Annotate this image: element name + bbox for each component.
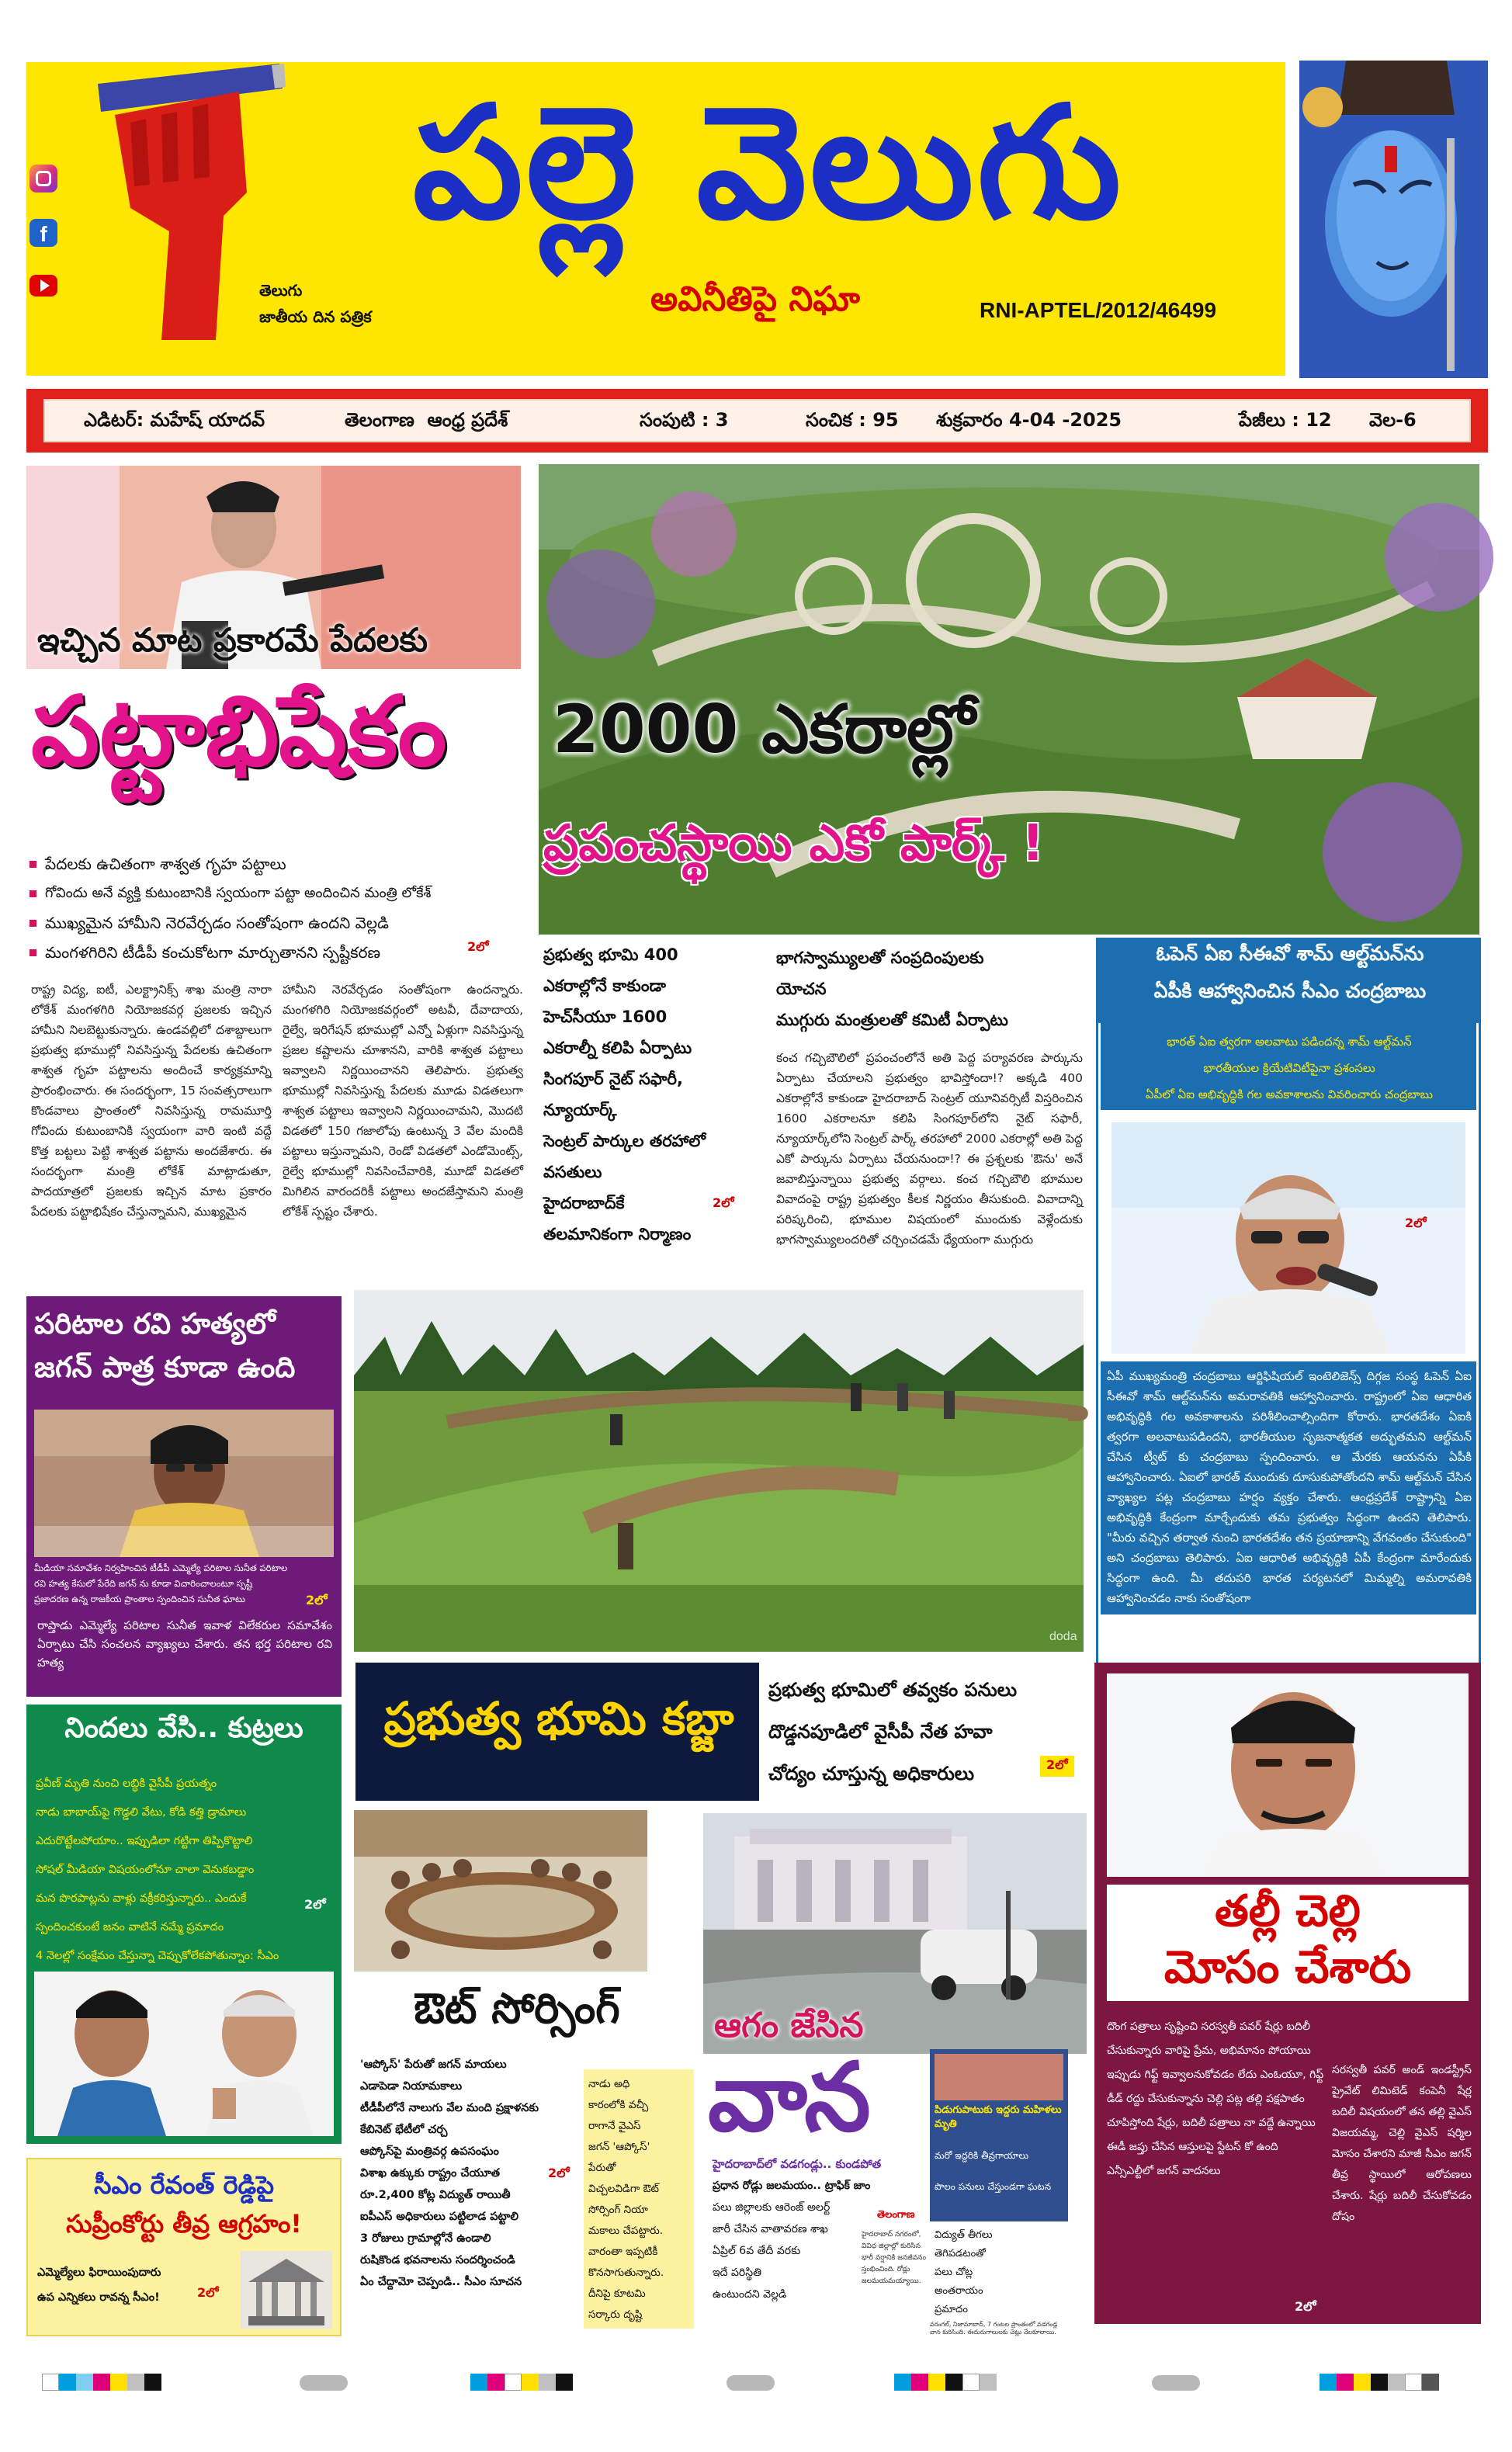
print-mark-pill [300,2375,348,2391]
nindalu-line: స్పందించకుంటే జనం వాటినే నమ్మే ప్రమాదం [36,1921,224,1934]
rain-line: ఏప్రిల్ 6వ తేదీ వరకు [713,2245,801,2257]
altman-sub: భారతీయుల క్రియేటివిటీపైనా ప్రశంసలు [1203,1061,1375,1075]
color-swatch [1337,2374,1354,2391]
outsourcing-col-b [588,2074,691,2325]
nindalu-line: సోషల్ మీడియా విషయంలోనూ చాలా వెనుకబడ్డాం [36,1864,255,1876]
pages-label: పేజీలు : 12 [1239,409,1332,431]
land-grab-page-ref: 2లో [1040,1756,1074,1777]
color-swatch [980,2374,997,2391]
paritala-caption-line: మీడియా సమావేశం నిర్వహించిన టీడీపీ ఎమ్మెల్యే పరిటాల సునీత పరిటాల [34,1562,288,1573]
outsourcing-side-line: విచ్చలవిడిగా ఔట్ [588,2183,659,2195]
color-swatch [962,2374,980,2391]
color-swatch [1371,2374,1388,2391]
outsourcing-side-line: రాగానే వైఎస్ [588,2120,641,2132]
lokesh-page-ref: 2లో [467,939,489,954]
land-grab-photo [354,1290,1084,1652]
nindalu-line: నాడు బాబాయ్‌పై గొడ్డలి వేటు, కోడి కత్తి డ్రామాలు [36,1806,247,1819]
rain-side-line: ప్రమాదం [935,2304,968,2315]
outsourcing-side-line: కారంలోకి వచ్చీ [588,2099,649,2111]
color-swatch [470,2374,487,2391]
nindalu-line: 4 నెలల్లో సంక్షేమం చేస్తున్నా చెప్పుకోలేకపోతున్నాం: సీఎం [36,1950,279,1962]
nindalu-line: మన పొరపాట్లను వాళ్లు వక్రీకరిస్తున్నారు.. ఎందుకే [36,1892,247,1905]
color-swatch [1354,2374,1371,2391]
color-swatch [42,2374,59,2391]
color-swatch [93,2374,110,2391]
fist-pen-logo [84,61,286,340]
rain-small-col1: హైదరాబాద్ నగరంలో, వివిధ జిల్లాల్లో కురిసిన భారీ వర్షానికి జనజీవనం స్తంభించింది. రోడ్లు జలమయమయ్యాయి. [862,2231,927,2285]
outsourcing-line: 'ఆప్కోస్' పేరుతో జగన్ మాయలు [360,2058,507,2071]
lokesh-bullet: ముఖ్యమైన హామీని నెరవేర్చడం సంతోషంగా ఉందని వెల్లడి [28,911,525,941]
color-swatch [127,2374,144,2391]
altman-page-ref: 2లో [1405,1216,1427,1230]
outsourcing-line: ఏం చేద్దామో చెప్పండి.. సీఎం సూచన [360,2276,522,2288]
outsourcing-side-line: పేరుతో [588,2162,616,2174]
eco-park-line: హైదరాబాద్‌కే [543,1194,625,1212]
altman-sub: ఏపీలో ఏఐ అభివృద్ధికి గల అవకాశాలను వివరించారు చంద్రబాబు [1145,1087,1434,1101]
masthead [26,61,1488,380]
lokesh-body-col1: రాష్ట్ర విద్య, ఐటీ, ఎలక్ట్రానిక్స్ శాఖ మంత్రి నారా లోకేశ్ మంగళగిరి నియోజకవర్గ ప్రజలకు ఇచ్చిన హామీని నిలబెట్టుకున్నారు. ఉండవల్లిలో దశాబ్దాలుగా ప్రభుత్వ భూముల్లో నివసిస్తున్న పేదలకు ఉచితంగా శాశ్వత గృహ పట్టాలను అందించే కార్యక్రమాన్ని ప్రారంభించారు. ఈ సందర్భంగా, 15 సంవత్సరాలుగా కొండవాలు ప్రాంతంలో నివసిస్తున్న రామమూర్తి గోవిందు కుటుంబానికి స్వయంగా వారి ఇంటి వద్దే కొత్త బట్టలు పెట్టి శాశ్వత పట్టాను అందజేశారు. ఈ సందర్భంగా మంత్రి లోకేశ్ మాట్లాడుతూ, పాదయాత్రలో ప్రజలకు ఇచ్చిన మాట ప్రకారం పేదలకు పట్టాభిషేకం చేస్తున్నామని, ముఖ్యమైన [31,983,272,1219]
issue-label: సంచిక : 95 [806,409,899,431]
color-swatch [1405,2374,1422,2391]
eco-park-summary [543,939,737,1250]
paritala-headline-line1: పరిటాల రవి హత్యలో [34,1307,276,1340]
eco-park-kicker-line: భాగస్వామ్యులతో సంప్రదింపులకు [776,949,984,967]
eco-park-body: కంచ గచ్చిబౌలిలో ప్రపంచంలోనే అతి పెద్ద పర్యావరణ పార్కును ఏర్పాటు చేయాలని ప్రభుత్వం భావిస్తోందా!? అక్కడి 400 ఎకరాల్లోనే కాకుండా హైదరాబాద్ సెంట్రల్ యూనివర్సిటీ విస్తరించిన 1600 ఎకరాలనూ కలిపి సింగపూర్‌లోని నైట్ సఫారీ, న్యూయార్క్‌లోని సెంట్రల్ పార్క్ తరహాలో 2000 ఎకరాల్లో అతి పెద్ద ఎకో పార్కును ఏర్పాటు చేయనుందా!? ఈ ప్రశ్నలకు 'ఔను' అనే జవాబిస్తున్నాయి ప్రభుత్వ వర్గాలు. కంచ గచ్చిబౌలి భూముల వివాదంపై రాష్ట్ర ప్రభుత్వం కీలక నిర్ణయం తీసుకుంది. వివాదాన్ని పరిష్కరించి, భూముల విషయంలో ముందుకు వెళ్లేందుకు భాగస్వామ్యులందరితో చర్చించడమే ధ్యేయంగా ముగ్గురు [776,1051,1083,1247]
rain-line: ఇదే పరిస్థితి [713,2266,762,2279]
print-color-bar [42,2374,161,2391]
lokesh-bullets [28,852,525,970]
rain-headline: వాన [708,2042,871,2152]
rain-inset-title: పిడుగుపాటుకు ఇద్దరు మహిళలు మృతి [935,2104,1062,2130]
color-swatch [487,2374,505,2391]
color-swatch [539,2374,556,2391]
eco-park-kicker-line: ముగ్గురు మంత్రులతో కమిటీ ఏర్పాటు [776,1011,1008,1029]
eco-park-kicker-line: యోచన [776,980,827,998]
paritala-caption-line: రవి హత్య కేసులో పేరేది జగన్ ను కూడా విచారించాలంటూ స్పష్టీ [34,1578,253,1589]
color-swatch [144,2374,161,2391]
lokesh-headline: పట్టాభిషేకం [31,676,447,788]
price-label: వెల-6 [1369,409,1417,431]
color-swatch [76,2374,93,2391]
color-swatch [911,2374,928,2391]
land-grab-watermark: doda [1049,1630,1077,1643]
altman-headline-line2: ఏపీకి ఆహ్వానించిన సీఎం చంద్రబాబు [1153,980,1427,1002]
revanth-headline-line2: సుప్రీంకోర్టు తీవ్ర ఆగ్రహం! [66,2209,302,2239]
altman-headline-line1: ఓపెన్ ఏఐ సీఈవో శామ్ ఆల్ట్‌మన్‌ను [1156,942,1424,965]
color-swatch [1388,2374,1405,2391]
revanth-headline-line1: సీఎం రేవంత్ రెడ్డిపై [94,2170,274,2200]
chandrababu-photo [1111,1122,1465,1354]
outsourcing-page-ref: 2లో [548,2166,570,2180]
eco-park-kicker [776,942,1079,1035]
lokesh-bullet: మంగళగిరిని టీడీపీ కంచుకోటగా మార్చుతానని స్పష్టీకరణ [28,941,525,970]
outsourcing-line: ఆప్కోస్‌పై మంత్రివర్గ ఉపసంఘం [360,2145,499,2158]
outsourcing-headline: ఔట్ సోర్సింగ్ [414,1984,620,2033]
rain-state-label: తెలంగాణ [877,2209,915,2221]
outsourcing-line: ఐపీఎస్ అధికారులు పట్టిలాడ పట్టాలి [360,2211,519,2223]
outsourcing-side-line: కొనసాగుతున్నారు. [588,2266,664,2279]
rain-line: ప్రధాన రోడ్లు జలమయం.. ట్రాఫిక్ జాం [713,2180,871,2192]
color-swatch [556,2374,573,2391]
eco-park-line: ప్రభుత్వ భూమి 400 [543,945,678,964]
rain-line: హైదరాబాద్‌లో వడగండ్లు.. కుండపోత [713,2157,882,2171]
altman-sub: భారత్ ఏఐ త్వరగా అలవాటు పడిందన్న శామ్ ఆల్ట్‌మన్ [1167,1035,1412,1049]
rain-kicker: ఆగం జేసిన [714,2006,864,2045]
land-grab-headline: ప్రభుత్వ భూమి కబ్జా [383,1692,734,1745]
nindalu-line: ప్రవీణ్ మృతి నుంచి లబ్ధికి వైసీపీ ప్రయత్నం [36,1777,217,1790]
eco-park-line: సెంట్రల్ పార్కుల తరహాలో [543,1132,706,1150]
masthead-subtitle-line1: తెలుగు [259,281,303,300]
jagan-headline-line2: మోసం చేశారు [1163,1940,1412,1993]
eco-park-line: హెచ్‌సీయూ 1600 [543,1008,668,1026]
color-swatch [894,2374,911,2391]
rain-line: పలు జిల్లాలకు ఆరెంజ్ అలర్ట్ [713,2201,831,2214]
outsourcing-side-line: వారంతా ఇప్పటికీ [588,2246,658,2258]
revanth-page-ref: 2లో [197,2285,219,2300]
date-label: శుక్రవారం 4-04 -2025 [936,409,1122,431]
deity-picture [1299,61,1488,378]
cabinet-meeting-photo [354,1810,647,1972]
instagram-icon[interactable] [29,165,57,192]
print-color-bar [1320,2374,1439,2391]
land-grab-line: చోద్యం చూస్తున్న అధికారులు [768,1763,975,1784]
states-label: తెలంగాణ ఆంధ్ర ప్రదేశ్ [345,409,508,431]
rain-line: జారీ చేసిన వాతావరణ శాఖ [713,2223,828,2235]
color-swatch [1320,2374,1337,2391]
rain-line: ఉంటుందని వెల్లడి [713,2288,787,2301]
youtube-icon[interactable] [29,275,57,297]
outsourcing-side-line: సర్కారు దృష్టి [588,2308,643,2321]
color-swatch [945,2374,962,2391]
info-bar [26,389,1488,453]
rain-inset-sub: మరో ఇద్దరికి తీవ్రగాయాలు [935,2150,1028,2161]
rain-side-lines [935,2226,1059,2319]
land-grab-line: దొడ్డనపూడిలో వైసీపీ నేత హవా [768,1721,993,1743]
eco-park-headline-line1: 2000 ఎకరాల్లో [553,691,976,768]
paritala-page-ref: 2లో [306,1593,328,1607]
color-swatch [110,2374,127,2391]
lokesh-bullet: గోవిందు అనే వ్యక్తి కుటుంబానికి స్వయంగా పట్టా అందించిన మంత్రి లోకేశ్ [28,882,525,911]
lokesh-body-col2: హామీని నెరవేర్చడం సంతోషంగా ఉందన్నారు. మంగళగిరి నియోజకవర్గంలో అటవీ, దేవాదాయ, రైల్వే, ఇరిగేషన్ భూముల్లో ఎన్నో ఏళ్లుగా నివసిస్తున్న ప్రజల కష్టాలను చూశానని, వారికి శాశ్వత పట్టాలు ఇవ్వాలని నిర్ణయించానని తెలిపారు. ప్రభుత్వ భూముల్లో నివసిస్తున్న పేదలకు మూడు విడతలుగా శాశ్వత పట్టాలు ఇవ్వాలని నిర్ణయించామని, మొదటి విడతలో 150 గజాలోపు ఉంటున్న 3 వేల మందికి పట్టాలు ఇస్తున్నామని, రెండో విడతలో ఎండోమెంట్స్, రైల్వే భూముల్లో నివసించేవారికి, మూడో విడతలో మిగిలిన వారందరికీ పట్టాలు అందజేస్తామని మంత్రి లోకేశ్ స్పష్టం చేశారు. [283,983,523,1219]
eco-park-line: తలమానికంగా నిర్మాణం [543,1225,692,1243]
jagan-body-right: సరస్వతీ పవర్ అండ్ ఇండస్ట్రీస్ ప్రైవేట్ లిమిటెడ్ కంపెనీ షేర్ల బదిలీ విషయంలో తన తల్లి వైఎస్ విజయమ్మ, చెల్లి వైఎస్ షర్మిల మోసం చేశారని మాజీ సీఎం జగన్ తీవ్ర స్థాయిలో ఆరోపణలు చేశారు. షేర్లు బదిలీ చేసుకోవడం దోషం [1332,2064,1472,2223]
outsourcing-side-line: మకాలు చేపట్టారు. [588,2225,664,2237]
nindalu-page-ref: 2లో [304,1897,326,1912]
paritala-body: రాప్తాడు ఎమ్మెల్యే పరిటాల సునీత ఇవాళ విలేకరుల సమావేశం ఏర్పాటు చేసి సంచలన వ్యాఖ్యలు చేశారు. తన భర్త పరిటాల రవి హత్య [37,1618,332,1670]
jagan-body-top: దొంగ పత్రాలు సృష్టించి సరస్వతీ పవర్ షేర్లు బదిలీ చేసుకున్నారు వారిపై ప్రేమ, అభిమానం పోయాయి ఇప్పుడు గిఫ్ట్ ఇవ్వాలనుకోవడం లేదు ఎంఓయూ, గిఫ్ట్ డీడ్ రద్దు చేసుకున్నాను చెల్లి పట్ల తల్లి పక్షపాతం చూపిస్తోంది షేర్లు, బదిలీ పత్రాలు నా వద్దే ఉన్నాయి ఈడీ జప్తు చేసిన ఆస్తులపై స్టేటస్ కో ఉంది ఎన్సీఎల్టీలో జగన్ వాదనలు [1107,2020,1324,2177]
volume-label: సంపుటి : 3 [640,409,729,431]
rain-inset-kicker: పొలం పనులు చేస్తుండగా ఘటన [935,2181,1052,2192]
print-mark-pill [727,2375,775,2391]
rni-number: RNI-APTEL/2012/46499 [980,298,1217,322]
masthead-tagline: అవినీతిపై నిఘా [650,279,860,319]
paritala-caption [34,1560,334,1607]
revanth-sub-line1: ఎమ్మెల్యేలు ఫిరాయింపుదారు [37,2266,161,2279]
supreme-court-photo [241,2251,332,2329]
eco-park-line: సింగపూర్ నైట్ సఫారీ, [543,1070,683,1088]
rain-side-line: విద్యుత్ తీగలు [935,2229,993,2241]
outsourcing-line: టీడీపీలోనే నాలుగు వేల మంది ప్రక్షాళనకు [360,2102,539,2114]
outsourcing-side-line: నాడు అధి [588,2078,630,2090]
outsourcing-line: విశాఖ ఉక్కుకు రాష్ట్రం చేయూత [360,2167,501,2180]
altman-body: ఏపీ ముఖ్యమంత్రి చంద్రబాబు ఆర్టిఫిషియల్ ఇంటెలిజెన్స్ దిగ్గజ సంస్థ ఓపెన్ ఏఐ సీఈవో శామ్ ఆల్ట్‌మన్‌ను అమరావతికి ఆహ్వానించారు. రాష్ట్రంలో ఏఐ ఆధారిత అభివృద్ధికి గల అవకాశాలను పరిశీలించాల్సిందిగా కోరారు. భారతదేశం ఏఐకి త్వరగా అలవాటుపడిందని, భారతీయుల సృజనాత్మకత అద్భుతమని ఆల్ట్‌మన్ చేసిన ట్వీట్ కు చంద్రబాబు స్పందించారు. ఆ మేరకు ఆయనను ఏపీకి ఆహ్వానించారు. ఏఐలో భారత్ ముందుకు దూసుకుపోతోందని శామ్ ఆల్ట్‌మన్ చేసిన వ్యాఖ్యల పట్ల చంద్రబాబు హర్షం వ్యక్తం చేశారు. ఆంధ్రప్రదేశ్ రాష్ట్రాన్ని ఏఐ అభివృద్ధికి కేంద్రంగా మార్చేందుకు తమ ప్రభుత్వం సిద్ధంగా ఉందని తెలిపారు. "మీరు వచ్చిన తర్వాత నుంచి భారతదేశం తన ప్రయాణాన్ని వేగవంతం చేసుకుంది" అని చంద్రబాబు తెలిపారు. ఏఐ ఆధారిత అభివృద్ధికి ఏపీ కేంద్రంగా మారేందుకు సిద్ధంగా ఉంది. మీ తదుపరి భారత పర్యటనలో మిమ్మల్ని అమరావతికి ఆహ్వానించడం నాకు సంతోషంగా [1107,1369,1472,1605]
masthead-title: పల్లె వెలుగు [412,73,1125,254]
jagan-headline-line1: తల్లీ చెల్లి [1215,1886,1361,1937]
lokesh-bullet: పేదలకు ఉచితంగా శాశ్వత గృహ పట్టాలు [28,852,525,882]
outsourcing-line: 3 రోజులు గ్రామాల్లోనే ఉండాలి [360,2232,491,2245]
color-swatch [522,2374,539,2391]
masthead-subtitle-line2: జాతీయ దిన పత్రిక [259,307,372,326]
rain-small-col2: వరంగల్, నిజామాబాద్, 7 గంటల ప్రాంతంలో వడగండ్ల వాన కురిసింది. ఈదురుగాలులకు చెట్లు నేలకూలాయి. [930,2321,1058,2336]
rain-side-line: తెగిపడటంతో [935,2248,986,2260]
color-swatch [928,2374,945,2391]
paritala-sunitha-photo [34,1410,334,1557]
eco-park-headline-line2: ప్రపంచస్థాయి ఎకో పార్క్ ! [543,815,1045,872]
outsourcing-line: రుషికొండ భవనాలను సందర్శించండి [360,2254,515,2266]
print-mark-pill [1152,2375,1200,2391]
eco-park-line: న్యూయార్క్ [543,1101,617,1119]
revanth-sub-line2: ఉప ఎన్నికలు రావన్న సీఎం! [37,2291,160,2304]
paritala-caption-line: ప్రజాదరణ ఉన్న రాజకీయ ప్రాంతాల స్పందించిన సునీత ఘాటు [34,1594,245,1604]
outsourcing-side-line: సోర్సింగ్ నియా [588,2204,648,2216]
rain-inset-photo [935,2054,1063,2100]
outsourcing-line: కేబినెట్ భేటీలో చర్చ [360,2124,448,2136]
eco-park-page-ref: 2లో [713,1195,734,1210]
print-color-bar [894,2374,997,2391]
nindalu-lines [36,1770,334,1971]
facebook-icon[interactable]: f [29,219,57,247]
outsourcing-line: ఎడాపెడా నియామకాలు [360,2080,463,2093]
rain-side-line: అంతరాయం [935,2285,983,2297]
jagan-photo [1107,1673,1469,1877]
outsourcing-side-line: జగన్ 'ఆప్కోస్' [588,2141,650,2153]
color-swatch [1422,2374,1439,2391]
lokesh-kicker: ఇచ్చిన మాట ప్రకారమే పేదలకు [37,621,428,659]
editor-name: ఎడిటర్: మహేష్ యాదవ్ [84,409,265,431]
land-grab-line: ప్రభుత్వ భూమిలో తవ్వకం పనులు [768,1679,1018,1701]
color-swatch [59,2374,76,2391]
nindalu-line: ఎదురొట్టేలపోయాం.. ఇప్పుడిలా గట్టిగా తిప్పికొట్టాలి [36,1835,253,1847]
outsourcing-line: రూ.2,400 కోట్ల విద్యుత్ రాయితీ [360,2189,511,2201]
nindalu-headline: నిందలు వేసి.. కుట్రలు [64,1712,303,1744]
eco-park-line: ఎకరాల్నీ కలిపి ఏర్పాటు [543,1039,692,1057]
print-color-bar [470,2374,573,2391]
outsourcing-side-line: దీనిపై కూటమి [588,2287,646,2300]
color-swatch [505,2374,522,2391]
paritala-headline-line2: జగన్ పాత్ర కూడా ఉంది [34,1351,296,1384]
eco-park-line: ఎకరాల్లోనే కాకుండా [543,976,666,995]
nindalu-photo [34,1972,334,2136]
rain-side-line: పలు చోట్ల [935,2266,973,2278]
jagan-page-ref: 2లో [1295,2299,1316,2314]
eco-park-line: వసతులు [543,1163,602,1181]
